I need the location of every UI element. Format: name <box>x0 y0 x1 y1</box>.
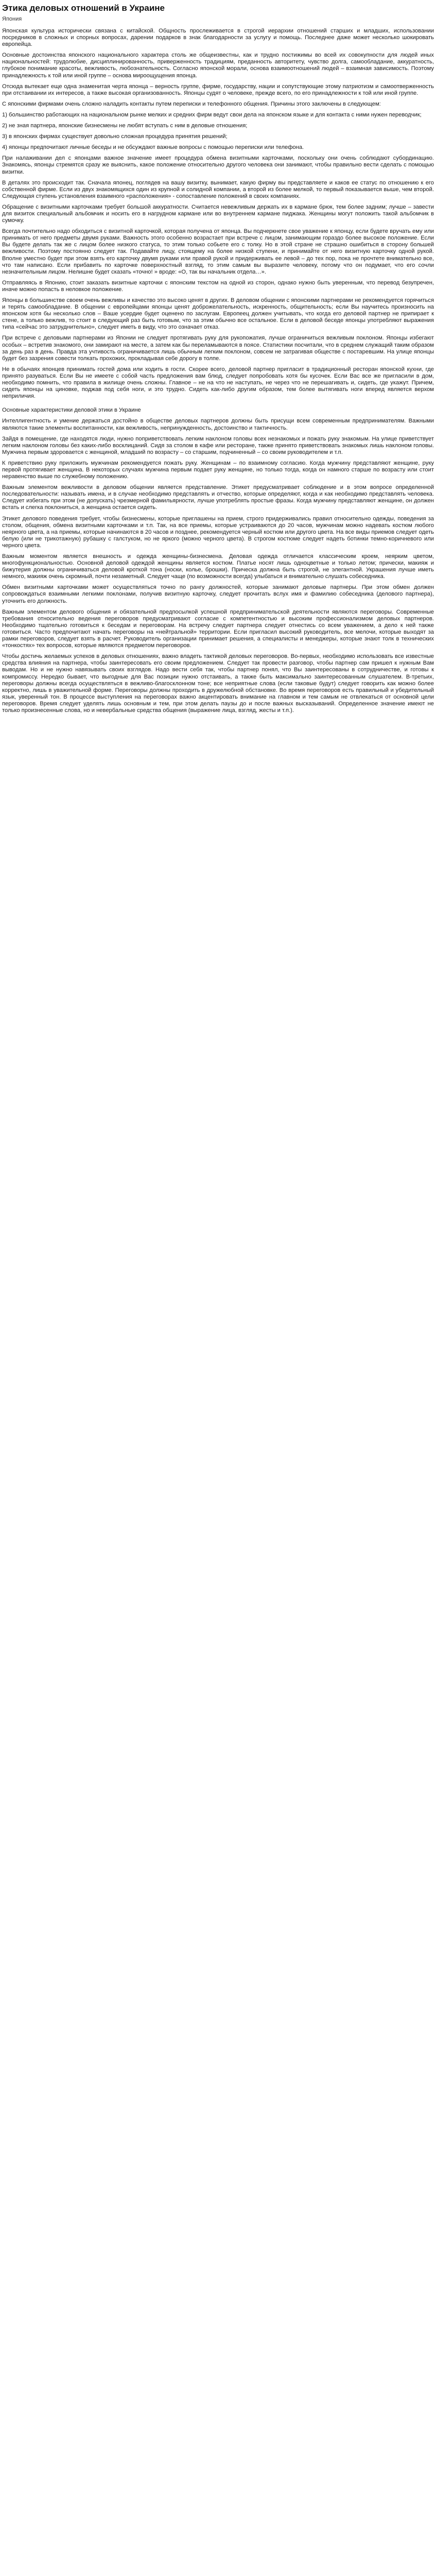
paragraph: Основные достоинства японского национального характера столь же общеизвестны, как и трудно постижимы во всей их совокупности для людей иных национальностей: трудолюбие, дисциплинированность, приверженность традициям, преданность авторитету, чувство долга, самообладание, аккуратность, глубокое понимание красоты, вежливость, любознательность. Согласно японской морали, основа взаимоотношений людей – взаимная зависимость. Поэтому принадлежность к той или иной группе – основа мироощущения японца. <box>2 52 434 79</box>
paragraph: Чтобы достичь желаемых успехов в деловых отношениях, важно владеть тактикой деловых переговоров. Во-первых, необходимо использовать все известные средства влияния на партнера, чтобы заинтересовать его своим предложением. Следует так провести разговор, чтобы партнер сам пришел к нужным Вам выводам. Но и не нужно навязывать своих взглядов. Надо вести себя так, чтобы партнер понял, что Вы заинтересованы в сотрудничестве, и готовы к компромиссу. Нередко бывает, что выгодные для Вас позиции нужно отстаивать, а также быть максимально заинтересованным слушателем. В-третьих, переговоры должны всегда осуществляться в вежливо-благосклонном тоне; все неприятные слова (если таковые будут) следует говорить как можно более корректно, лишь в уважительной форме. Переговоры должны проходить в дружелюбной обстановке. Во время переговоров есть правильный и убедительный язык, уверенный тон. В процессе выступления на переговорах важно акцентировать внимание на главном и тем самым не отвлекаться от основной цели переговоров. Время следует уделять лишь основным и тем, при этом делать паузы до и после важных высказываний. Определенное значение имеют не только произнесенные слова, но и невербальные средства общения (выражение лица, взгляд, жесты и т.п.). <box>2 653 434 714</box>
ukraine-section <box>2 418 434 714</box>
paragraph: Не в обычаях японцев принимать гостей дома или ходить в гости. Скорее всего, деловой партнер пригласит в традиционный ресторан японской кухни, где принято разуваться. Если Вы не имеете с собой часть предложения вам блюд, следует попробовать хотя бы кусочек. Если Вас все же пригласили в дом, необходимо помнить, что правила в жилище очень сложны. Главное – не на что не наступать, не через что не перешагивать и, сидеть, где укажут. Причем, сидеть японцы на циновке, поджав под себя ноги, и это трудно. Сидеть как-либо другим образом, тем более вытягивать ноги вперед является верхом неприличия. <box>2 366 434 400</box>
paragraph: Обращение с визитными карточками требует большой аккуратности. Считается невежливым держать их в кармане брюк, тем более задним; лучше – завести для визиток специальный альбомчик и носить его в нагрудном кармане или во внутреннем кармане пиджака. Женщины могут положить такой альбомчик в сумочку. <box>2 204 434 224</box>
paragraph: Японцы в большинстве своем очень вежливы и качество это высоко ценят в других. В деловом общении с японскими партнерами не рекомендуется горячиться и терять самообладание. В общении с европейцами японцы ценят доброжелательность, искренность, общительность; если Вы научитесь произносить на японском хотя бы несколько слов – Ваше усердие будет оценено по заслугам. Европеец должен учитывать, что когда его деловой партнер не припирает к стене, а только вежлив, то стоит в следующий раз быть готовым, что за этим обычно все остальное. Если в деловой беседе японцы употребляют выражения типа «сейчас это затруднительно», следует иметь в виду, что это означает отказ. <box>2 297 434 331</box>
list-item: 2) не зная партнера, японские бизнесмены не любят вступать с ним в деловые отношения; <box>2 123 248 129</box>
paragraph: Обмен визитными карточками может осуществляться точно по рангу должностей, которые занимают деловые партнеры. При этом обмен должен сопровождаться взаимными легкими поклонами, получив визитную карточку, следует прочитать вслух имя и фамилию собеседника (делового партнера), уточнить его должность. <box>2 584 434 604</box>
paragraph: С японскими фирмами очень сложно наладить контакты путем переписки и телефонного общения. Причины этого заключены в следующем: <box>2 100 381 107</box>
paragraph: Этикет делового поведения требует, чтобы бизнесмены, которые приглашены на прием, строго придерживались правил относительно одежды, поведения за столом, общения, обмена визитными карточками и т.п. Так, на все приемы, которые устраиваются до 20 часов, мужчинам можно надевать костюм любого неярного цвета, а на приемы, которые начинаются в 20 часов и позднее, рекомендуется черный костюм или другого цвета. На все виды приемов следует одеть белую (или не трикотажную) рубашку с галстуком, но не яркого (можно черного цвета). В строгом костюме следует надеть ботинки темно-коричневого или черного цвета. <box>2 515 434 549</box>
list-item: 4) японцы предпочитают личные беседы и не обсуждают важные вопросы с помощью переписки или телефона. <box>2 144 304 151</box>
paragraph: К приветствию руку приложить мужчинам рекомендуется пожать руку. Женщинам – по взаимному согласию. Когда мужчину представляют женщине, руку первой протягивает женщина. В некоторых случаях мужчина первым подает руку женщине, но только тогда, когда он намного старше по возрасту или стоит неравенство выше по служебному положению. <box>2 460 434 480</box>
paragraph: Отсюда вытекает еще одна знаменитая черта японца – верность группе, фирме, государству, нации и сопутствующие этому патриотизм и самоотверженность при отстаивании их интересов, а также высокая организованность. Японцы судят о человеке, прежде всего, по его принадлежности к той или иной группе. <box>2 83 434 96</box>
paragraph: В деталях это происходит так. Сначала японец, поглядев на вашу визитку, вынимает, какую фирму вы представляете и каков ее статус по отношению к его собственной фирме. Если из двух знакомящихся один из крупной и солидной компании, а второй из более мелкой, то первый показывается выше, чем второй. Следующая ступень установления взаимного «расположения» - сопоставление положений в своих компаниях. <box>2 179 434 199</box>
article <box>0 0 436 723</box>
page-title: Этика деловых отношений в Украине <box>2 3 165 13</box>
section-heading: Основные характеристики деловой этики в Украине <box>2 407 141 414</box>
paragraph: Зайдя в помещение, где находятся люди, нужно поприветствовать легким наклоном головы всех незнакомых и пожать руку знакомым. На улице приветствует легким наклоном головы без каких-либо восклицаний. Сидя за столом в кафе или ресторане, также принято приветствовать знакомых лишь наклоном головы. Мужчина первым здоровается с женщиной, младший по возрасту – со старшим, подчиненный – со своим руководителем и т.п. <box>2 435 434 455</box>
paragraph: Японская культура исторически связана с китайской. Общность прослеживается в строгой иерархии отношений старших и младших, использовании посредников в сложных и спорных вопросах, дарении подарков в знак благодарности за услугу и помощь. Последнее даже может несколько шокировать европейца. <box>2 28 434 48</box>
paragraph: Важным элементом делового общения и обязательной предпосылкой успешной предпринимательской деятельности являются переговоры. Современные требования относительно ведения переговоров предусматривают согласие с компетентностью и высоким профессионализмом деловых партнеров. Необходимо тщательно готовиться к беседам и переговорам. На встречу следует партнера следует отнестись со всем уважением, а дело к ней также готовиться. Часто предпочитают начать переговоры на «нейтральной» территории. Если пригласил высокий руководитель, все мелочи, которые выходят за рамки переговоров, следует взять в расчет. Руководитель организации принимает решения, а специалисты и менеджеры, которые знают толк в технических «тонкостях» тех вопросов, которые являются предметом переговоров. <box>2 608 434 649</box>
paragraph: Всегда почтительно надо обходиться с визитной карточкой, которая получена от японца. Вы подчеркнете свое уважение к японцу, если будете вручать ему или принимать от него предметы двумя руками. Важность этого особенно возрастает при встрече с лицом, занимающим гораздо более высокое положение. Если Вы будете делать так же с лицом более низкого статуса, то этим только собьете его с толку. Но в этой стране не страшно ошибиться в сторону большей вежливости. Поэтому постоянно следует так. Подавайте лицу, стоящему на более низкой ступени, и принимайте от него визитную карточку одной рукой. Вполне уместно будет при этом взять его карточку двумя руками или правой рукой и придерживать ее левой – до тех пор, пока не прочтете внимательно все, что там написано. Если прибавить по карточке поверхностный взгляд, то этим самым вы выразите человеку, потому что он подумает, что его сочли незначительным лицом. Нелишне будет сказать «точно! » вроде: «О, так вы начальник отдела…». <box>2 228 434 275</box>
list-item: 3) в японских фирмах существует довольно сложная процедура принятия решений; <box>2 133 228 140</box>
japan-section <box>2 28 434 400</box>
country-subtitle: Япония <box>2 16 22 22</box>
paragraph: Важным элементом вежливости в деловом общении является представление. Этикет предусматривает соблюдение и в этом вопросе определенной последовательности: называть имена, и в случае необходимо представлять и отчество, которые определяют, когда и как необходимо представлять человека. Следует избегать при этом (не допускать) чрезмерной фамильярности, лучше употреблять простые фразы. Когда мужчину представляют женщине, он должен встать и слегка поклониться, а женщина остается сидеть. <box>2 484 434 511</box>
paragraph: При налаживании дел с японцами важное значение имеет процедура обмена визитными карточками, поскольку они очень соблюдают субординацию. Знакомясь, японцы стремятся сразу же выяснить, какое положение относительно другого человека они занимают, чтобы правильно вести сделать с помощью визитки. <box>2 155 434 175</box>
paragraph: При встрече с деловыми партнерами из Японии не следует протягивать руку для рукопожатия, лучше ограничиться вежливым поклоном. Японцы избегают особых – встретив знакомого, они замирают на месте, а затем как бы переламываются в поясе. Статистики посчитали, что в среднем служащий таким образом за день раз в день. Правда эта учтивость ограничивается лишь обычным легким поклоном, совсем не затрагивая обществе с постаревшим. На улице японцы будет без зазрения совести толкать прохожих, прокладывая себе дорогу в толпе. <box>2 335 434 362</box>
paragraph: Отправляясь в Японию, стоит заказать визитные карточки с японским текстом на одной из сторон, однако нужно быть уверенным, что перевод безупречен, иначе можно попасть в неловкое положение. <box>2 279 434 293</box>
paragraph: Важным моментом является внешность и одежда женщины-бизнесмена. Деловая одежда отличается классическим кроем, неярким цветом, многофункциональностью. Основной деловой одеждой женщины является костюм. Платье носят лишь одноцветные и только летом; прически, макияж и бижутерия должны ограничиваться деловой кроткой тона (носки, колье, брошки). Прическа должна быть строгой, не элегантной. Украшения лучше иметь немного, макияж очень скромный, почти незаметный. Следует чаще (по возможности всегда) улыбаться и внимательно слушать собеседника. <box>2 553 434 580</box>
paragraph: Интеллигентность и умение держаться достойно в обществе деловых партнеров должны быть присущи всем современным предпринимателям. Важными являются такие элементы воспитанности, как вежливость, непринужденность, достоинство и тактичность. <box>2 418 434 431</box>
list-item: 1) большинство работающих на национальном рынке мелких и средних фирм ведут свои дела на японском языке и для контакта с ними нужен переводчик; <box>2 111 422 118</box>
